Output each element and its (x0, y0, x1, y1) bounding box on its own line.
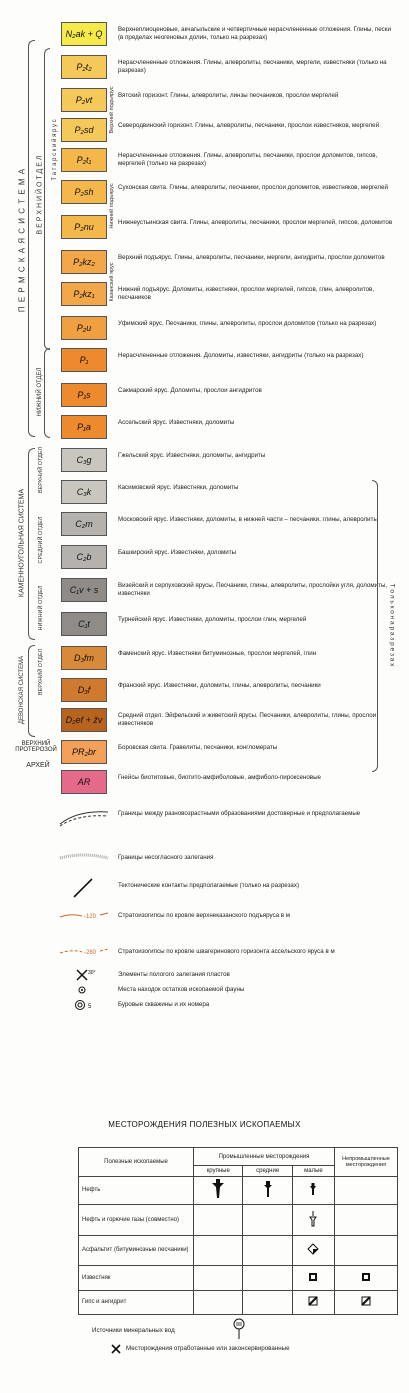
unit-description: Ассельский ярус. Известняки, доломиты (118, 419, 235, 426)
isoline-120-icon (58, 907, 110, 923)
unit-description: Верхний подъярус. Глины, алевролиты, песчаники, мергели, ангидриты, прослои доломитов (118, 254, 385, 261)
worked-out-text: Месторождения отработанные или законсервированные (126, 1345, 290, 1352)
carbon-upper-label: ВЕРХНИЙ ОТДЕЛ (38, 446, 44, 494)
unit-code-box: C₁v + s (61, 578, 107, 602)
carbon-lower-label: НИЖНИЙ ОТДЕЛ (38, 585, 44, 631)
unit-description: Франский ярус. Известняки, доломиты, глины, алевролиты, песчаники (118, 682, 321, 689)
unit-description: Верхнеплиоценовые, акчагыльские и четвертичные нерасчлененные отложения. Глины, пески (в пределах неогеновых долин, только на разрезах) (118, 26, 391, 41)
unit-code-box: P₂nu (61, 215, 107, 239)
row-name: Нефть (79, 1176, 194, 1205)
deposits-title: МЕСТОРОЖДЕНИЯ ПОЛЕЗНЫХ ИСКОПАЕМЫХ (108, 1120, 301, 1129)
limestone-nonindustrial-icon (335, 1266, 398, 1290)
symbol-text: Буровые скважины и их номера (118, 1001, 210, 1008)
unit-description: Вятский горизонт. Глины, алевролиты, линзы песчаников, прослои мергелей (118, 92, 339, 99)
svg-text:-280: -280 (84, 950, 97, 956)
unit-description: Нижний подъярус. Доломиты, известняки, прослои мергелей, гипсов, глин, алевролитов, песчаников (118, 286, 375, 301)
unit-description: Касимовский ярус. Известняки, доломиты (118, 484, 239, 491)
sections-only-bracket (372, 480, 378, 772)
symbol-text: Места находок остатков ископаемой фауны (118, 986, 245, 993)
unit-description: Нижнеустьинская свита. Глины, алевролиты, песчаники, прослои мергелей, гипсов, доломитов (118, 219, 393, 226)
carbon-system-label: КАМЕННОУГОЛЬНАЯ СИСТЕМА (18, 488, 26, 598)
unit-code-box: P₂kz₂ (61, 250, 107, 274)
header-large: крупные (194, 1166, 243, 1176)
carbon-system-bracket (28, 448, 35, 640)
unit-code-box: C₁t (61, 612, 107, 636)
unit-code-box: P₁ (61, 348, 107, 372)
symbol-text: Границы между разновозрастными образованиями достоверные и предполагаемые (118, 810, 361, 817)
unit-code-box: P₁s (61, 383, 107, 407)
unit-description: Боровская свита. Гравелиты, песчаники, конгломераты (118, 744, 278, 751)
unit-description: Нерасчлененные отложения. Глины, алевролиты, песчаники, прослои доломитов, гипсов, мергелей (только на разрезах) (118, 152, 378, 167)
unit-code-box: P₁a (61, 415, 107, 439)
mineral-water-text: Источники минеральных вод (92, 1327, 175, 1334)
unit-description: Сухонская свита. Глины, алевролиты, песчаники, прослои доломитов, известняков, мергелей (118, 184, 388, 191)
unit-code-box: P₂vt (61, 88, 107, 112)
unit-code-box: D₂ef + žv (61, 708, 107, 732)
boundary-line-icon (58, 808, 110, 828)
unit-description: Башкирский ярус. Известняки, доломиты (118, 549, 237, 556)
devon-upper-label: ВЕРХНИЙ ОТДЕЛ (38, 648, 44, 696)
archey-label: АРХЕЙ (26, 762, 50, 769)
unit-code-box: C₃g (61, 448, 107, 472)
unit-description: Средний отдел. Эйфельский и живетский ярусы. Песчаники, алевролиты, глины, прослои известняков (118, 712, 377, 727)
table-row (79, 1205, 398, 1236)
proterozoy-label: ВЕРХНИЙ ПРОТЕРОЗОЙ (15, 741, 57, 753)
devon-system-label: ДЕВОНСКАЯ СИСТЕМА (19, 655, 25, 725)
unit-description: Гнейсы биотитовые, биотито-амфиболовые, амфиболо-пироксеновые (118, 774, 321, 781)
tectonic-contact-icon (68, 875, 98, 899)
deposits-table (78, 1147, 398, 1315)
unit-code-box: P₂t₁ (61, 148, 107, 172)
unit-code-box: D₃fm (61, 646, 107, 670)
perm-upper-bracket (44, 48, 50, 350)
unit-description: Нерасчлененные отложения. Доломиты, известняки, ангидриты (только на разрезах) (118, 352, 364, 359)
unit-description: Визейский и серпуховский ярусы. Песчаники, глины, алевролиты, прослойки угля, доломиты, известняки (118, 582, 388, 597)
unit-code-box: P₂t₂ (61, 55, 107, 79)
carbon-middle-label: СРЕДНИЙ ОТДЕЛ (38, 516, 44, 564)
symbol-text: Стратоизогипсы по кровле швагеринового горизонта ассельского яруса в м (118, 948, 335, 955)
mineral-water-icon (232, 1318, 246, 1340)
unit-description: Московский ярус. Известняки, доломиты, в нижней части – песчаники, глины, алевролиты (118, 516, 378, 523)
unit-code-box: AR (61, 770, 107, 794)
dip-strike-icon (74, 967, 98, 983)
svg-text:30°: 30° (88, 970, 96, 976)
isoline-280-icon (58, 943, 110, 959)
header-medium: средние (243, 1166, 292, 1176)
sections-only-label: Т о л ь к о н а р а з р е з а х (388, 583, 396, 667)
symbol-text: Стратоизогипсы по кровле верхнеказанского подъяруса в м (118, 912, 291, 919)
tatarsky-label: Т а т а р с к и й я р у с (52, 119, 58, 181)
gypsum-nonindustrial-icon (335, 1290, 398, 1314)
symbol-text: Границы несогласного залегания (118, 854, 214, 861)
perm-upper-label: В Е Р Х Н И Й О Т Д Е Л (36, 155, 44, 235)
limestone-small-icon (292, 1266, 334, 1290)
header-industrial: Промышленные месторождения (194, 1148, 335, 1166)
svg-text:-120: -120 (84, 914, 97, 920)
row-name: Гипс и ангидрит (79, 1290, 194, 1314)
row-name: Известняк (79, 1266, 194, 1290)
svg-text:5: 5 (88, 1004, 92, 1010)
table-row (79, 1235, 398, 1266)
row-name: Нефть и горючие газы (совместно) (79, 1205, 194, 1236)
table-row (79, 1266, 398, 1290)
unit-description: Сакмарский ярус. Доломиты, прослои ангидритов (118, 387, 262, 394)
oil-small-icon (292, 1176, 334, 1205)
kazansky-label: Казанский ярус (109, 262, 115, 302)
oil-medium-icon (243, 1176, 292, 1205)
symbol-text: Элементы пологого залегания пластов (118, 971, 230, 978)
header-small: малые (292, 1166, 334, 1176)
unit-code-box: C₃k (61, 480, 107, 504)
devon-system-bracket (28, 645, 35, 737)
upper-subtier-label: Верхний подъярус (109, 86, 115, 134)
header-mineral: Полезные ископаемые (79, 1148, 194, 1177)
unit-description: Нерасчлененные отложения. Глины, алевролиты, песчаники, мергели, известняки (только на разрезах) (118, 59, 387, 74)
unit-description: Турнейский ярус. Известняки, доломиты, прослои глин, мергелей (118, 616, 307, 623)
row-name: Асфальтит (битуминозные песчаники) (79, 1235, 194, 1266)
table-row (79, 1290, 398, 1314)
perm-lower-bracket (44, 348, 50, 438)
unit-code-box: P₂u (61, 316, 107, 340)
lower-subtier-label: Нижний подъярус (109, 183, 115, 229)
unit-code-box: P₂sd (61, 118, 107, 142)
unit-code-box: P₂kz₁ (61, 282, 107, 306)
unit-description: Фаменский ярус. Известняки битуминозные, прослои мергелей, глин (118, 650, 317, 657)
perm-system-label: П Е Р М С К А Я С И С Т Е М А (17, 167, 27, 313)
oil-large-icon (194, 1176, 243, 1205)
perm-lower-label: НИЖНИЙ ОТДЕЛ (37, 367, 43, 417)
unit-code-box: P₂sh (61, 180, 107, 204)
unit-code-box: C₂m (61, 512, 107, 536)
unit-code-box: N₂ak + Q (61, 22, 107, 46)
unit-code-box: C₂b (61, 545, 107, 569)
unit-description: Гжельский ярус. Известняки, доломиты, ангидриты (118, 452, 266, 459)
fossil-site-icon (76, 984, 90, 996)
unit-code-box: PR₂br (61, 740, 107, 764)
unit-description: Северодвинский горизонт. Глины, алевролиты, песчаники, прослои известняков, мергелей (118, 122, 380, 129)
header-nonindustrial: Непромышленные месторождения (335, 1148, 398, 1177)
worked-out-icon (110, 1343, 122, 1355)
unit-description: Уфимский ярус. Песчаники, глины, алевролиты, прослои доломитов (только на разрезах) (118, 320, 377, 327)
unit-code-box: D₃f (61, 678, 107, 702)
perm-system-bracket (28, 40, 35, 437)
asphaltite-small-icon (292, 1235, 334, 1266)
borehole-icon (74, 998, 100, 1012)
table-row (79, 1176, 398, 1205)
unconformity-line-icon (58, 850, 110, 864)
oil-gas-small-icon (292, 1205, 334, 1236)
gypsum-small-icon (292, 1290, 334, 1314)
symbol-text: Тектонические контакты предполагаемые (только на разрезах) (118, 882, 300, 889)
